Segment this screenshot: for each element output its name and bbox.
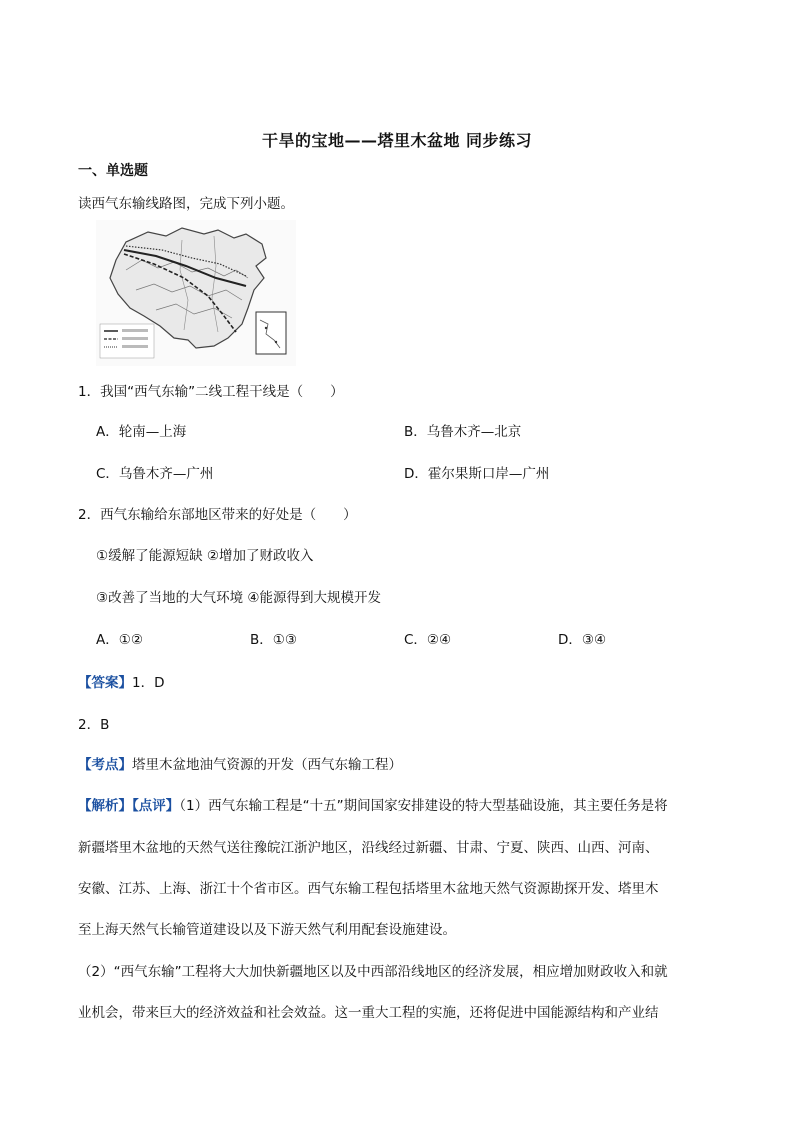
q1-option-a: A．轮南—上海 [96, 424, 187, 440]
question-1-stem: 1．我国“西气东输”二线工程干线是（ ） [78, 384, 344, 400]
q2-option-b: B．①③ [250, 632, 297, 648]
q2-statements-2: ③改善了当地的大气环境 ④能源得到大规模开发 [96, 590, 381, 606]
section-heading: 一、单选题 [78, 163, 148, 179]
jiexi-p1-l1: （1）西气东输工程是“十五”期间国家安排建设的特大型基础设施，其主要任务是将 [179, 798, 668, 814]
pipeline-map-figure [96, 220, 296, 366]
jiexi-tag: 【解析】 [78, 798, 132, 814]
answer-2: 2．B [78, 717, 110, 733]
jiexi-p1-l2: 新疆塔里木盆地的天然气送往豫皖江浙沪地区，沿线经过新疆、甘肃、宁夏、陕西、山西、河南、 [78, 840, 659, 856]
jiexi-line-1 [78, 794, 668, 814]
intro-text: 读西气东输线路图，完成下列小题。 [78, 196, 294, 212]
q2-option-a: A．①② [96, 632, 143, 648]
q2-option-c: C．②④ [404, 632, 452, 648]
kaodian-line [78, 753, 402, 773]
page-title: 干旱的宝地——塔里木盆地 同步练习 [261, 131, 533, 150]
q1-option-b: B．乌鲁木齐—北京 [404, 424, 522, 440]
jiexi-p2-l2: 业机会，带来巨大的经济效益和社会效益。这一重大工程的实施，还将促进中国能源结构和产业结 [78, 1005, 659, 1021]
q1-option-d: D．霍尔果斯口岸—广州 [404, 466, 550, 482]
dianping-tag: 【点评】 [132, 798, 180, 814]
q1-option-c: C．乌鲁木齐—广州 [96, 466, 214, 482]
question-2-stem: 2．西气东输给东部地区带来的好处是（ ） [78, 507, 357, 523]
jiexi-p1-l4: 至上海天然气长输管道建设以及下游天然气利用配套设施建设。 [78, 922, 456, 938]
answer-1: 1．D [132, 675, 165, 691]
kaodian-tag: 【考点】 [78, 757, 132, 773]
q2-option-d: D．③④ [558, 632, 607, 648]
kaodian-text: 塔里木盆地油气资源的开发（西气东输工程） [132, 757, 402, 773]
answer-tag: 【答案】 [78, 675, 132, 691]
q2-statements-1: ①缓解了能源短缺 ②增加了财政收入 [96, 548, 314, 564]
answer-line-1 [78, 671, 164, 691]
jiexi-p2-l1: （2）“西气东输”工程将大大加快新疆地区以及中西部沿线地区的经济发展，相应增加财政收入和就 [78, 964, 668, 980]
jiexi-p1-l3: 安徽、江苏、上海、浙江十个省市区。西气东输工程包括塔里木盆地天然气资源勘探开发、塔里木 [78, 881, 659, 897]
